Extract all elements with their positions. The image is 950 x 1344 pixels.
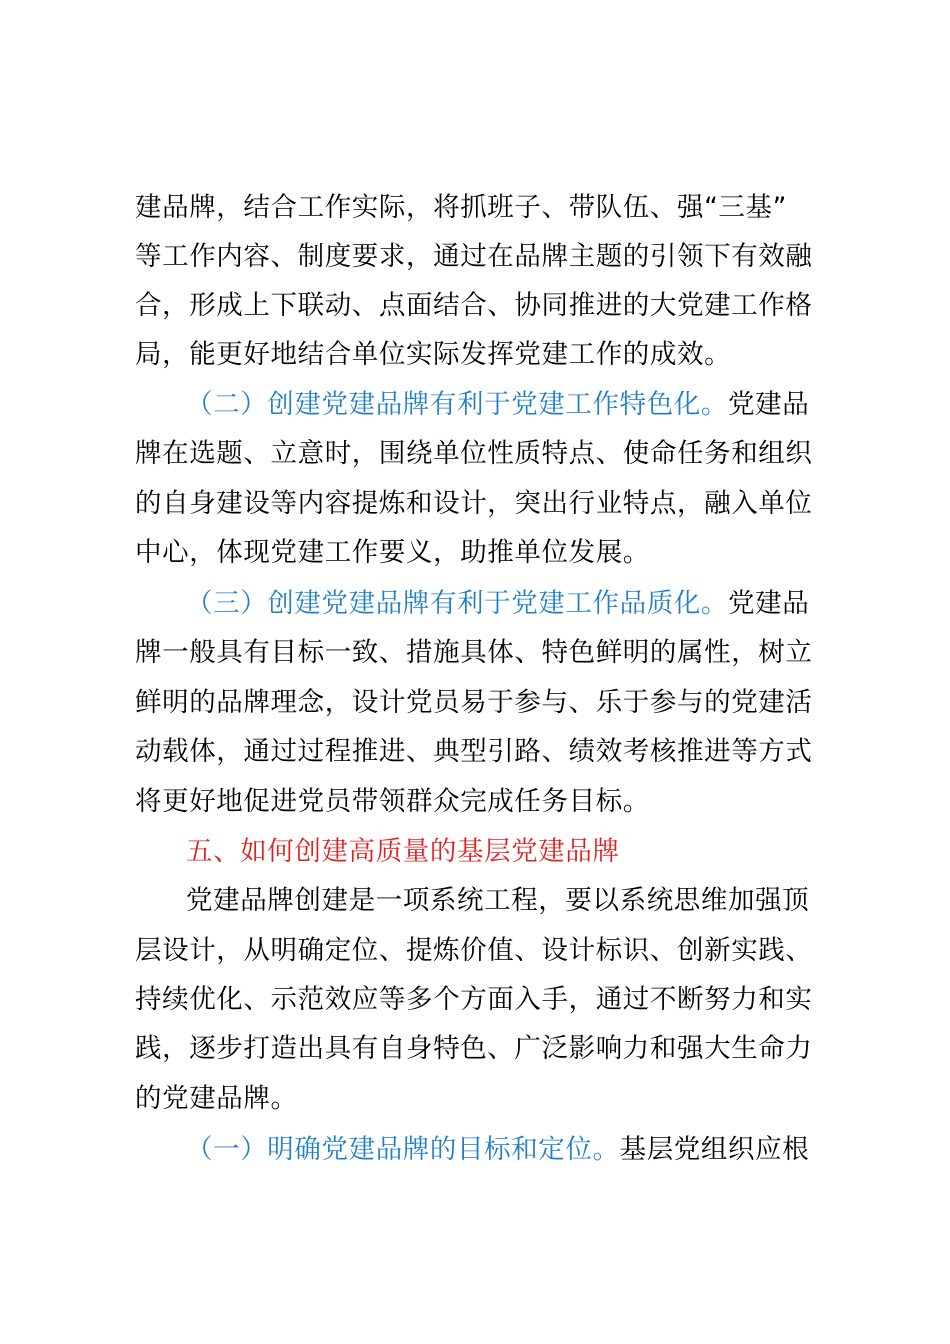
section-heading: 五、如何创建高质量的基层党建品牌 — [186, 836, 620, 867]
paragraph-line: 牌一般具有目标一致、措施具体、特色鲜明的属性，树立 — [135, 637, 813, 668]
subsection-first-line — [186, 584, 836, 624]
paragraph-line: 合，形成上下联动、点面结合、协同推进的大党建工作格 — [135, 290, 813, 321]
paragraph-line: 局，能更好地结合单位实际发挥党建工作的成效。 — [135, 339, 732, 370]
paragraph-line: 践，逐步打造出具有自身特色、广泛影响力和强大生命力 — [135, 1033, 813, 1064]
paragraph-line: 等工作内容、制度要求，通过在品牌主题的引领下有效融 — [135, 241, 813, 272]
paragraph-line: 鲜明的品牌理念，设计党员易于参与、乐于参与的党建活 — [135, 687, 813, 718]
paragraph-line: 将更好地促进党员带领群众完成任务目标。 — [135, 786, 650, 817]
paragraph-line: 中心，体现党建工作要义，助推单位发展。 — [135, 537, 650, 568]
subsection-heading: （二）创建党建品牌有利于党建工作特色化。 — [186, 389, 728, 420]
paragraph-line: 建品牌，结合工作实际，将抓班子、带队伍、强“三基” — [135, 192, 787, 223]
paragraph-line: 的党建品牌。 — [135, 1083, 298, 1114]
paragraph-first-line: 党建品牌创建是一项系统工程，要以系统思维加强顶 — [186, 885, 810, 916]
subsection-first-line — [186, 385, 836, 425]
subsection-heading: （三）创建党建品牌有利于党建工作品质化。 — [186, 588, 728, 619]
subsection-text: 基层党组织应根 — [619, 1134, 810, 1165]
subsection-text: 党建品 — [728, 588, 810, 619]
subsection-text: 党建品 — [728, 389, 810, 420]
subsection-heading: （一）明确党建品牌的目标和定位。 — [186, 1134, 620, 1165]
paragraph-line: 动载体，通过过程推进、典型引路、绩效考核推进等方式 — [135, 736, 813, 767]
paragraph-line: 层设计，从明确定位、提炼价值、设计标识、创新实践、 — [135, 935, 813, 966]
paragraph-line: 牌在选题、立意时，围绕单位性质特点、使命任务和组织 — [135, 438, 813, 469]
paragraph-line: 的自身建设等内容提炼和设计，突出行业特点，融入单位 — [135, 488, 813, 519]
subsection-first-line — [186, 1130, 836, 1170]
paragraph-line: 持续优化、示范效应等多个方面入手，通过不断努力和实 — [135, 984, 813, 1015]
